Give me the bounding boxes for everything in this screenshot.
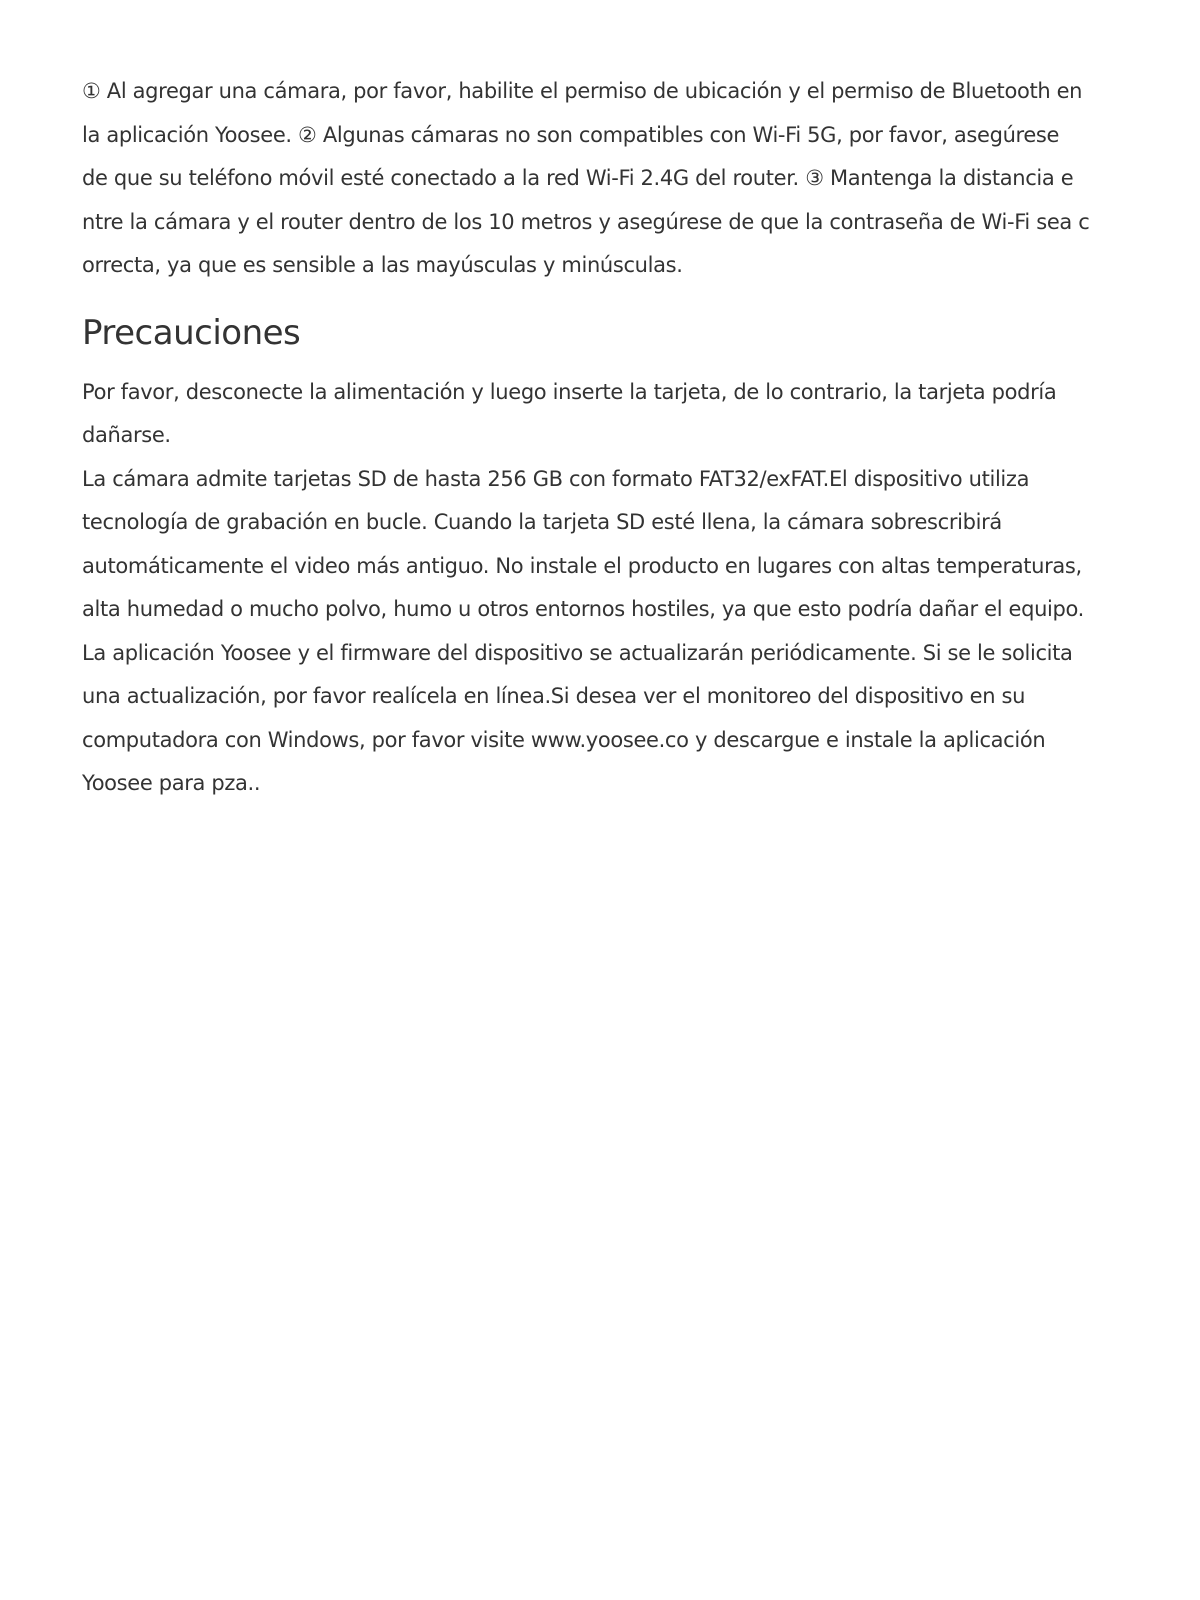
text-line: tecnología de grabación en bucle. Cuando la tarjeta SD esté llena, la cámara sobrescribirá	[82, 510, 1002, 534]
section-heading-precautions: Precauciones	[82, 312, 301, 353]
text-line: de que su teléfono móvil esté conectado a la red Wi-Fi 2.4G del router. ③ Mantenga la distancia e	[82, 166, 1074, 190]
text-line: ntre la cámara y el router dentro de los 10 metros y asegúrese de que la contraseña de Wi-Fi sea c	[82, 209, 1090, 234]
text-line: La cámara admite tarjetas SD de hasta 256 GB con formato FAT32/exFAT.El dispositivo utiliza	[82, 466, 1030, 491]
text-line: automáticamente el video más antiguo. No instale el producto en lugares con altas temperaturas,	[82, 553, 1082, 578]
text-line: dañarse.	[82, 423, 171, 447]
text-line: ① Al agregar una cámara, por favor, habilite el permiso de ubicación y el permiso de Bluetooth en	[82, 79, 1083, 103]
text-line: computadora con Windows, por favor visite www.yoosee.co y descargue e instale la aplicación	[82, 727, 1046, 752]
text-line: Por favor, desconecte la alimentación y luego inserte la tarjeta, de lo contrario, la tarjeta podría	[82, 379, 1057, 404]
precautions-paragraph	[82, 371, 1132, 806]
setup-notes-paragraph	[82, 70, 1132, 288]
text-line: orrecta, ya que es sensible a las mayúsculas y minúsculas.	[82, 253, 683, 277]
text-line: alta humedad o mucho polvo, humo u otros entornos hostiles, ya que esto podría dañar el equipo.	[82, 597, 1084, 621]
document-body	[82, 70, 1132, 806]
text-line: una actualización, por favor realícela en línea.Si desea ver el monitoreo del dispositivo en su	[82, 684, 1026, 708]
text-line: Yoosee para pza..	[82, 771, 261, 795]
text-line: la aplicación Yoosee. ② Algunas cámaras no son compatibles con Wi-Fi 5G, por favor, asegúrese	[82, 122, 1060, 147]
text-line: La aplicación Yoosee y el firmware del dispositivo se actualizarán periódicamente. Si se le solicita	[82, 640, 1073, 665]
